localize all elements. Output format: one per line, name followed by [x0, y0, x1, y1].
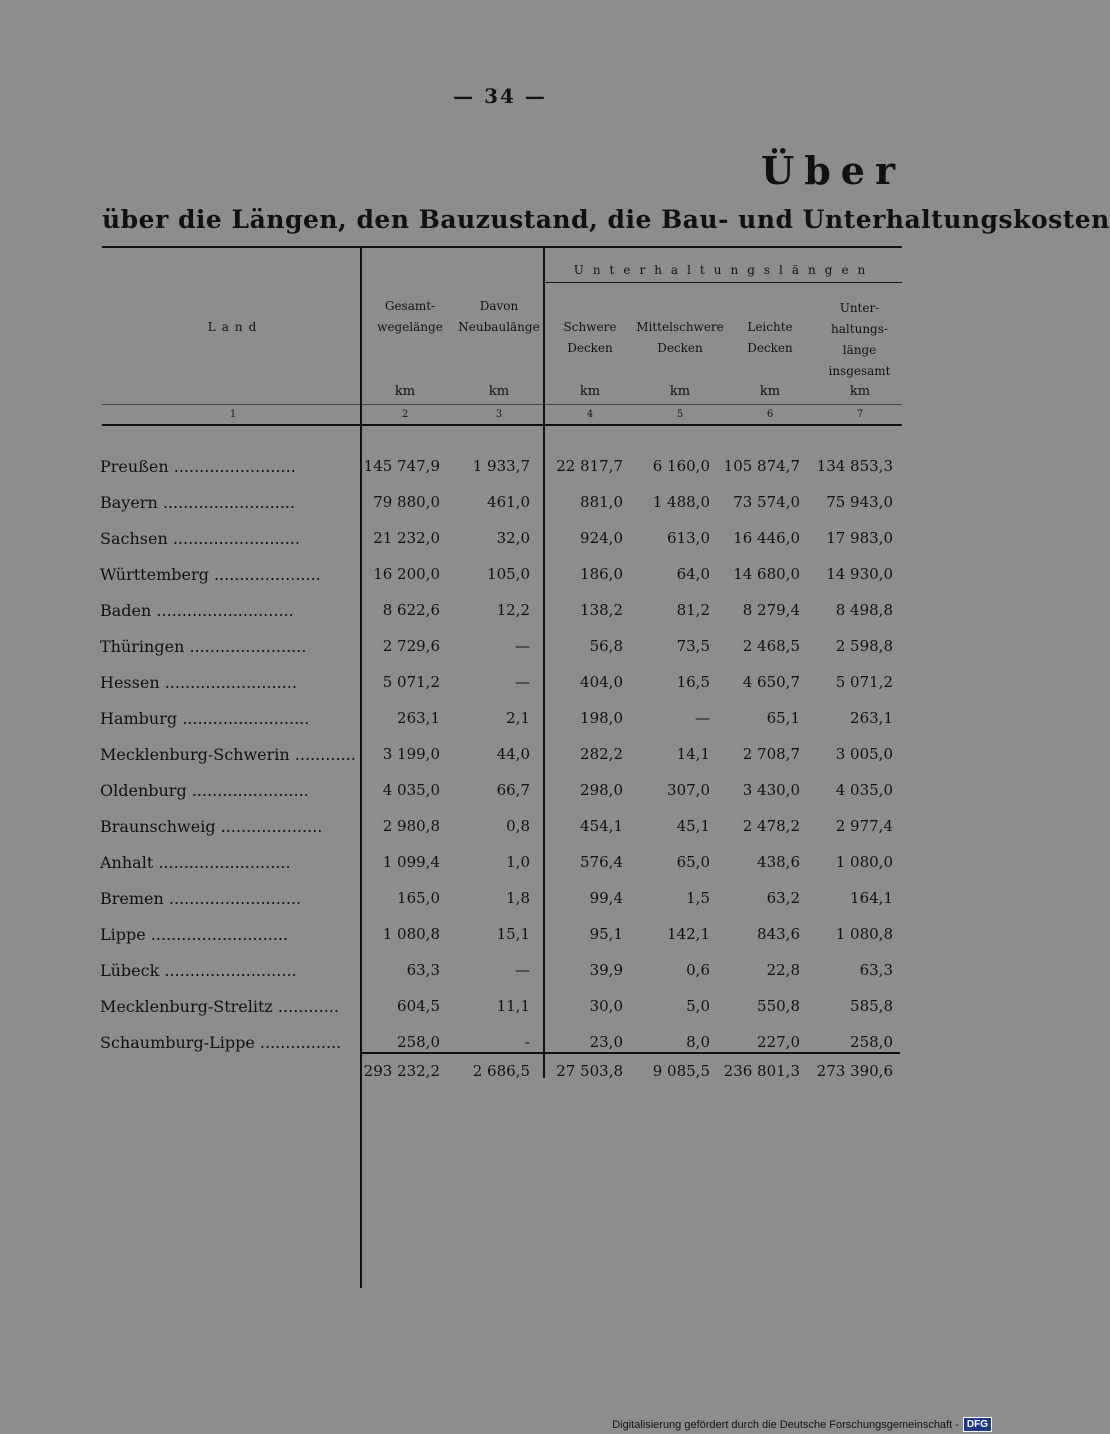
table-row — [0, 997, 1000, 1033]
cell-c5: 81,2 — [676, 601, 710, 619]
cell-c6: 550,8 — [757, 997, 800, 1015]
colnum-7: 7 — [856, 409, 864, 420]
cell-c3: 1,8 — [506, 889, 530, 907]
cell-c6: 65,1 — [766, 709, 800, 727]
cell-c4: 298,0 — [580, 781, 623, 799]
land-name: Oldenburg ....................... — [100, 781, 309, 800]
header-neubau: Davon Neubaulänge — [458, 299, 540, 334]
cell-c6: 14 680,0 — [733, 565, 800, 583]
cell-c6: 2 478,2 — [742, 817, 800, 835]
unit-3: km — [488, 384, 510, 399]
cell-c6: 438,6 — [757, 853, 800, 871]
cell-c5: 6 160,0 — [652, 457, 710, 475]
cell-c7: 2 598,8 — [835, 637, 893, 655]
cell-c6: 2 708,7 — [742, 745, 800, 763]
header-land: Land — [207, 320, 263, 334]
cell-c3: — — [515, 673, 530, 691]
cell-c7: 1 080,0 — [835, 853, 893, 871]
colnum-2: 2 — [401, 409, 409, 420]
header-schwere: Schwere Decken — [563, 320, 617, 355]
colnum-5: 5 — [676, 409, 684, 420]
land-name: Hessen .......................... — [100, 673, 297, 692]
land-name: Mecklenburg-Strelitz ............ — [100, 997, 339, 1016]
cell-c4: 56,8 — [589, 637, 623, 655]
cell-c3: 66,7 — [496, 781, 530, 799]
land-name: Hamburg ......................... — [100, 709, 310, 728]
cell-c6: 73 574,0 — [733, 493, 800, 511]
total-c2: 293 232,2 — [363, 1062, 440, 1080]
cell-c2: 1 099,4 — [382, 853, 440, 871]
cell-c5: 142,1 — [667, 925, 710, 943]
colnum-6: 6 — [766, 409, 774, 420]
cell-c6: 3 430,0 — [742, 781, 800, 799]
total-c5: 9 085,5 — [652, 1062, 710, 1080]
cell-c2: 79 880,0 — [373, 493, 440, 511]
land-name: Sachsen ......................... — [100, 529, 300, 548]
cell-c5: 0,6 — [686, 961, 710, 979]
cell-c7: 164,1 — [850, 889, 893, 907]
cell-c7: 134 853,3 — [816, 457, 893, 475]
table-row — [0, 565, 1000, 601]
cell-c4: 454,1 — [580, 817, 623, 835]
cell-c4: 30,0 — [589, 997, 623, 1015]
cell-c3: 0,8 — [506, 817, 530, 835]
cell-c2: 4 035,0 — [382, 781, 440, 799]
table-row — [0, 853, 1000, 889]
cell-c3: 15,1 — [496, 925, 530, 943]
land-name: Bremen .......................... — [100, 889, 302, 908]
cell-c7: 75 943,0 — [826, 493, 893, 511]
cell-c5: 613,0 — [667, 529, 710, 547]
unit-2: km — [394, 384, 416, 399]
top-rule — [102, 246, 902, 248]
dfg-logo: DFG — [963, 1417, 992, 1432]
cell-c2: 21 232,0 — [373, 529, 440, 547]
cell-c5: 307,0 — [667, 781, 710, 799]
cell-c4: 138,2 — [580, 601, 623, 619]
cell-c6: 843,6 — [757, 925, 800, 943]
cell-c5: 8,0 — [686, 1033, 710, 1051]
unit-4: km — [579, 384, 601, 399]
cell-c2: 258,0 — [397, 1033, 440, 1051]
land-name: Bayern .......................... — [100, 493, 296, 512]
cell-c7: 258,0 — [850, 1033, 893, 1051]
cell-c7: 63,3 — [859, 961, 893, 979]
cell-c6: 4 650,7 — [742, 673, 800, 691]
cell-c7: 4 035,0 — [835, 781, 893, 799]
cell-c3: 44,0 — [496, 745, 530, 763]
cell-c7: 14 930,0 — [826, 565, 893, 583]
cell-c5: 65,0 — [676, 853, 710, 871]
total-c3: 2 686,5 — [472, 1062, 530, 1080]
cell-c4: 22 817,7 — [556, 457, 623, 475]
cell-c2: 16 200,0 — [373, 565, 440, 583]
cell-c2: 63,3 — [406, 961, 440, 979]
cell-c6: 16 446,0 — [733, 529, 800, 547]
land-name: Baden ........................... — [100, 601, 294, 620]
cell-c3: 1 933,7 — [472, 457, 530, 475]
unit-6: km — [759, 384, 781, 399]
cell-c5: 73,5 — [676, 637, 710, 655]
page-number: — 34 — — [453, 84, 547, 108]
cell-c2: 145 747,9 — [363, 457, 440, 475]
table-row — [0, 529, 1000, 565]
cell-c2: 3 199,0 — [382, 745, 440, 763]
cell-c2: 5 071,2 — [382, 673, 440, 691]
cell-c5: 64,0 — [676, 565, 710, 583]
cell-c3: 12,2 — [496, 601, 530, 619]
cell-c3: 105,0 — [487, 565, 530, 583]
cell-c4: 881,0 — [580, 493, 623, 511]
cell-c2: 1 080,8 — [382, 925, 440, 943]
cell-c4: 186,0 — [580, 565, 623, 583]
header-mittel: Mittelschwere Decken — [636, 320, 724, 355]
cell-c5: 14,1 — [676, 745, 710, 763]
cell-c6: 2 468,5 — [742, 637, 800, 655]
cell-c2: 8 622,6 — [382, 601, 440, 619]
cell-c3: 32,0 — [496, 529, 530, 547]
cell-c5: 1,5 — [686, 889, 710, 907]
land-name: Anhalt .......................... — [100, 853, 291, 872]
table-row — [0, 673, 1000, 709]
unit-5: km — [669, 384, 691, 399]
cell-c5: — — [695, 709, 710, 727]
colnum-3: 3 — [495, 409, 503, 420]
land-name: Thüringen ....................... — [100, 637, 307, 656]
cell-c7: 2 977,4 — [835, 817, 893, 835]
cell-c4: 95,1 — [589, 925, 623, 943]
heading-word: Über — [761, 148, 905, 193]
cell-c3: 461,0 — [487, 493, 530, 511]
cell-c3: 11,1 — [496, 997, 530, 1015]
cell-c6: 8 279,4 — [742, 601, 800, 619]
cell-c4: 198,0 — [580, 709, 623, 727]
cell-c7: 585,8 — [850, 997, 893, 1015]
footer — [612, 1417, 992, 1432]
cell-c7: 8 498,8 — [835, 601, 893, 619]
cell-c2: 263,1 — [397, 709, 440, 727]
table-row — [0, 709, 1000, 745]
cell-c6: 22,8 — [766, 961, 800, 979]
header-insgesamt: Unter- haltungs- länge insgesamt — [828, 301, 891, 378]
table-row — [0, 925, 1000, 961]
header-group: Unterhaltungslängen — [573, 263, 875, 277]
land-name: Schaumburg-Lippe ................ — [100, 1033, 342, 1052]
cell-c4: 99,4 — [589, 889, 623, 907]
cell-c7: 1 080,8 — [835, 925, 893, 943]
cell-c3: - — [524, 1033, 530, 1051]
cell-c4: 404,0 — [580, 673, 623, 691]
cell-c6: 105 874,7 — [723, 457, 800, 475]
colnum-rule — [102, 404, 902, 405]
cell-c5: 16,5 — [676, 673, 710, 691]
footer-text: Digitalisierung gefördert durch die Deutsche Forschungsgemeinschaft - — [612, 1418, 959, 1431]
cell-c4: 39,9 — [589, 961, 623, 979]
table-row — [0, 961, 1000, 997]
cell-c6: 227,0 — [757, 1033, 800, 1051]
land-name: Württemberg ..................... — [100, 565, 321, 584]
land-name: Mecklenburg-Schwerin ............ — [100, 745, 356, 764]
cell-c5: 5,0 — [686, 997, 710, 1015]
cell-c4: 576,4 — [580, 853, 623, 871]
cell-c2: 2 980,8 — [382, 817, 440, 835]
cell-c7: 263,1 — [850, 709, 893, 727]
unit-7: km — [849, 384, 871, 399]
land-name: Lippe ........................... — [100, 925, 289, 944]
cell-c4: 23,0 — [589, 1033, 623, 1051]
table-row — [0, 745, 1000, 781]
cell-c7: 3 005,0 — [835, 745, 893, 763]
header-leichte: Leichte Decken — [747, 320, 793, 355]
table-row — [0, 889, 1000, 925]
cell-c2: 2 729,6 — [382, 637, 440, 655]
colnum-4: 4 — [586, 409, 594, 420]
total-c6: 236 801,3 — [723, 1062, 800, 1080]
table-row — [0, 817, 1000, 853]
land-name: Braunschweig .................... — [100, 817, 323, 836]
table-row — [0, 781, 1000, 817]
header-bottom-rule — [102, 424, 902, 426]
cell-c3: 2,1 — [506, 709, 530, 727]
cell-c7: 17 983,0 — [826, 529, 893, 547]
cell-c4: 924,0 — [580, 529, 623, 547]
cell-c2: 165,0 — [397, 889, 440, 907]
table-title: über die Längen, den Bauzustand, die Bau- und Unterhaltungskosten — [102, 205, 1110, 234]
cell-c6: 63,2 — [766, 889, 800, 907]
land-name: Lübeck .......................... — [100, 961, 297, 980]
table-row — [0, 457, 1000, 493]
header-gesamt: Gesamt- wegelänge — [377, 299, 443, 334]
table-row — [0, 601, 1000, 637]
cell-c4: 282,2 — [580, 745, 623, 763]
cell-c2: 604,5 — [397, 997, 440, 1015]
cell-c3: — — [515, 637, 530, 655]
cell-c3: — — [515, 961, 530, 979]
cell-c5: 45,1 — [676, 817, 710, 835]
total-c4: 27 503,8 — [556, 1062, 623, 1080]
cell-c5: 1 488,0 — [652, 493, 710, 511]
cell-c3: 1,0 — [506, 853, 530, 871]
land-name: Preußen ........................ — [100, 457, 296, 476]
group-rule — [545, 282, 902, 283]
total-c7: 273 390,6 — [816, 1062, 893, 1080]
table-row — [0, 493, 1000, 529]
table-row — [0, 637, 1000, 673]
colnum-1: 1 — [229, 409, 237, 420]
cell-c7: 5 071,2 — [835, 673, 893, 691]
